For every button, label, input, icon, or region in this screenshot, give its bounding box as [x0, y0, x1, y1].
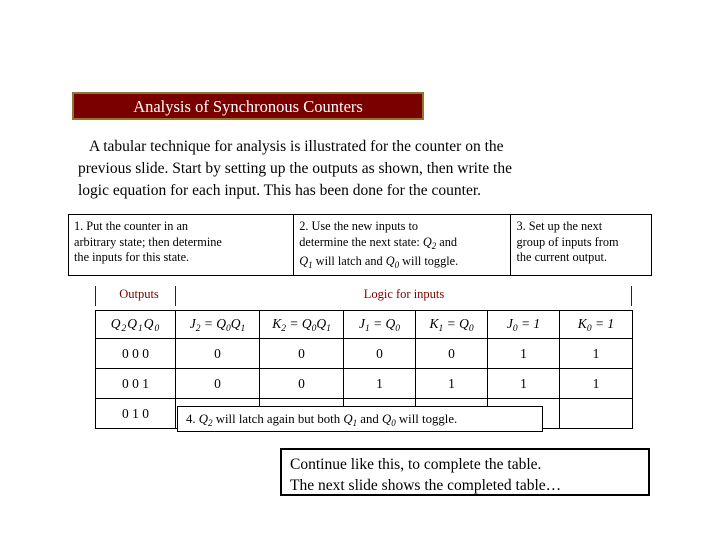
- cell-j2: 0: [176, 369, 260, 399]
- intro-line-1: A tabular technique for analysis is illustrated for the counter on the: [89, 138, 504, 155]
- cell-state: 0 0 0: [96, 339, 176, 369]
- step-box-3: [511, 215, 651, 275]
- bottom-note-box: [280, 448, 650, 496]
- step-2-line-3: $Q_1$ will latch and $Q_0$ will toggle.: [299, 254, 459, 270]
- step-1-line-3: the inputs for this state.: [74, 250, 190, 264]
- cell-j1: 1: [344, 369, 416, 399]
- header-j2: $J_2 = Q_0Q_1$: [176, 311, 260, 339]
- step-2-line-1: 2. Use the new inputs to: [299, 219, 419, 233]
- bottom-line-2: The next slide shows the completed table…: [290, 477, 562, 494]
- cell-state: 0 0 1: [96, 369, 176, 399]
- table-row: [96, 339, 633, 369]
- slide-title: Analysis of Synchronous Counters: [72, 92, 424, 120]
- step-3-line-3: the current output.: [516, 250, 607, 264]
- bottom-line-1: Continue like this, to complete the table.: [290, 456, 542, 473]
- cell-j0: 1: [488, 339, 560, 369]
- cell-state: 0 1 0: [96, 399, 176, 429]
- step-3-line-2: group of inputs from: [516, 234, 619, 249]
- cell-k0: 1: [560, 339, 633, 369]
- intro-line-3: logic equation for each input. This has been done for the counter.: [78, 182, 482, 199]
- cell-k0: 1: [560, 369, 633, 399]
- intro-line-2: previous slide. Start by setting up the outputs as shown, then write the: [78, 160, 512, 177]
- step-2-line-2: determine the next state: $Q_2$ and: [299, 234, 458, 251]
- column-group-band: [95, 286, 632, 306]
- step-1-line-2: arbitrary state; then determine: [74, 234, 222, 249]
- header-j1: $J_1 = Q_0$: [344, 311, 416, 339]
- table-header-row: [96, 311, 633, 339]
- step-box-1: [69, 215, 294, 275]
- cell-k1: 0: [416, 339, 488, 369]
- steps-row: [68, 214, 652, 276]
- step-3-line-1: 3. Set up the next: [516, 219, 603, 233]
- band-right-bracket: [631, 286, 632, 306]
- header-k1: $K_1 = Q_0$: [416, 311, 488, 339]
- step-box-2: [294, 215, 511, 275]
- cell-k2: 0: [260, 339, 344, 369]
- header-j0: $J_0 = 1$: [488, 311, 560, 339]
- cell-k2: 0: [260, 369, 344, 399]
- intro-paragraph: [78, 136, 644, 202]
- header-outputs: $Q_2Q_1Q_0$: [96, 311, 176, 339]
- step-1-line-1: 1. Put the counter in an: [74, 219, 189, 233]
- table-row: [96, 369, 633, 399]
- cell-j1: 0: [344, 339, 416, 369]
- band-left-bracket: [95, 286, 96, 306]
- band-divider: [175, 286, 176, 306]
- cell-j2: 0: [176, 339, 260, 369]
- cell-j0: 1: [488, 369, 560, 399]
- cell-k0: [560, 399, 633, 429]
- outputs-group-label: Outputs: [119, 287, 159, 301]
- header-k2: $K_2 = Q_0Q_1$: [260, 311, 344, 339]
- logic-group-label: Logic for inputs: [177, 287, 631, 302]
- header-k0: $K_0 = 1$: [560, 311, 633, 339]
- step-4-callout: 4. $Q_2$ will latch again but both $Q_1$ and $Q_0$ will toggle.: [177, 406, 543, 432]
- cell-k1: 1: [416, 369, 488, 399]
